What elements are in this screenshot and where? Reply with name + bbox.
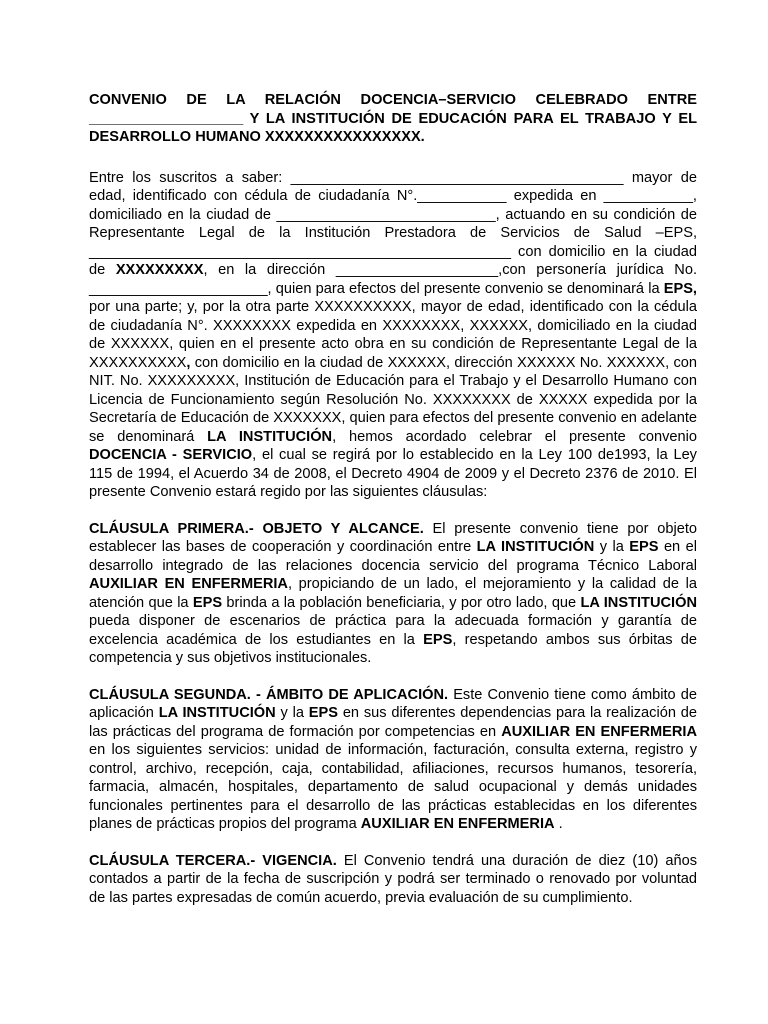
clause-2-paragraph [89, 686, 697, 834]
intro-bold-1: XXXXXXXXX [115, 262, 204, 278]
document-title: CONVENIO DE LA RELACIÓN DOCENCIA–SERVICIO CELEBRADO ENTRE ___________________ Y LA INSTITUCIÓN DE EDUCACIÓN PARA EL TRABAJO Y EL DESARROLLO HUMANO XXXXXXXXXXXXXXXX. [89, 92, 697, 145]
intro-bold-4: LA INSTITUCIÓN [207, 428, 333, 445]
clause-1-text-6: pueda disponer de escenarios de práctica para la adecuada formación y garantía de excelencia académica de los estudiantes en la [89, 613, 697, 648]
clause-1-text-3: en el desarrollo integrado de las relaciones docencia servicio del programa Técnico Laboral [89, 539, 697, 574]
clause-1-text-7: , respetando ambos sus órbitas de competencia y sus objetivos institucionales. [89, 631, 697, 666]
clause-1-bold-5: LA INSTITUCIÓN [580, 594, 697, 611]
clause-2-text-1: Este Convenio tiene como ámbito de aplicación [89, 686, 698, 721]
intro-bold-5: DOCENCIA - SERVICIO [89, 447, 253, 463]
clause-1-heading: CLÁUSULA PRIMERA.- OBJETO Y ALCANCE. [89, 520, 424, 537]
clause-2-heading: CLÁUSULA SEGUNDA. - ÁMBITO DE APLICACIÓN. [89, 686, 449, 703]
clause-2-bold-4: AUXILIAR EN ENFERMERIA [360, 816, 555, 832]
intro-text-4: con domicilio en la ciudad de XXXXXX, dirección XXXXXX No. XXXXXX, con NIT. No. XXXXXXXXX, Institución de Educación para el Trabajo y el Desarrollo Humano con Licencia de Funcionamiento según Resolución No. XXXXXXXX de XXXXX expedida por la Secretaría de Educación de XXXXXXX, quien para efectos del presente convenio en adelante se denominará [89, 354, 697, 445]
intro-bold-3: , [186, 354, 191, 371]
intro-paragraph [89, 169, 697, 502]
clause-1-text-1: El presente convenio tiene por objeto establecer las bases de cooperación y coordinación entre [89, 520, 697, 555]
intro-text-3: por una parte; y, por la otra parte XXXXXXXXXX, mayor de edad, identificado con la cédula de ciudadanía N°. XXXXXXXX expedida en XXXXXXXX, XXXXXX, domiciliado en la ciudad de XXXXXX, quien en el presente acto obra en su condición de Representante Legal de la XXXXXXXXXX [89, 299, 697, 371]
clause-2-text-4: en los siguientes servicios: unidad de información, facturación, consulta externa, registro y control, archivo, recepción, caja, contabilidad, afiliaciones, recursos humanos, tesorería, farmacia, almacén, hospitales, departamento de salud ocupacional y demás unidades funcionales pertinentes para el desarrollo de las prácticas establecidas en los diferentes planes de prácticas propios del programa [89, 742, 697, 832]
intro-text-2: , en la dirección ____________________,con personería jurídica No. ______________________, quien para efectos del presente convenio se denominará la [89, 262, 697, 297]
clause-2-text-2: y la [275, 705, 309, 721]
clause-3-paragraph [89, 852, 697, 908]
clause-2-text-3: en sus diferentes dependencias para la realización de las prácticas del programa de formación por competencias en [89, 705, 697, 740]
clause-2-bold-2: EPS [308, 705, 338, 721]
clause-1-text-2: y la [594, 539, 630, 555]
clause-1-text-4: , propiciando de un lado, el mejoramiento y la calidad de la atención que la [89, 576, 697, 611]
clause-2-bold-1: LA INSTITUCIÓN [158, 705, 276, 721]
intro-text-6: , el cual se regirá por lo establecido en la Ley 100 de1993, la Ley 115 de 1994, el Acuerdo 34 de 2008, el Decreto 4904 de 2009 y el Decreto 2376 de 2010. El presente Convenio estará regido por las siguientes cláusulas: [89, 447, 697, 500]
clause-1-bold-3: AUXILIAR EN ENFERMERIA [89, 576, 288, 592]
clause-1-bold-4: EPS [192, 594, 223, 611]
clause-1-bold-2: EPS [629, 539, 659, 555]
clause-3-text-1: El Convenio tendrá una duración de diez (10) años contados a partir de la fecha de suscripción y podrá ser terminado o renovado por voluntad de las partes expresadas de común acuerdo, previa evaluación de su cumplimiento. [89, 852, 697, 906]
intro-bold-2: EPS, [663, 280, 697, 297]
intro-text-1: Entre los suscritos a saber: _________________________________________ mayor de edad, identificado con cédula de ciudadanía N°.___________ expedida en ___________, domiciliado en la ciudad de ___________________________, actuando en su condición de Representante Legal de la Institución Prestadora de Servicios de Salud –EPS, ____________________________________________________ con domicilio en la ciudad de [89, 169, 697, 278]
clause-3-heading: CLÁUSULA TERCERA.- VIGENCIA. [89, 852, 337, 869]
intro-text-5: , hemos acordado celebrar el presente convenio [332, 428, 697, 445]
clause-1-bold-1: LA INSTITUCIÓN [476, 539, 595, 555]
clause-1-bold-6: EPS [423, 631, 453, 648]
clause-2-text-5: . [554, 816, 563, 832]
clause-1-text-5: brinda a la población beneficiaria, y por otro lado, que [222, 594, 581, 611]
clause-1-paragraph [89, 520, 697, 668]
clause-2-bold-3: AUXILIAR EN ENFERMERIA [501, 723, 698, 740]
